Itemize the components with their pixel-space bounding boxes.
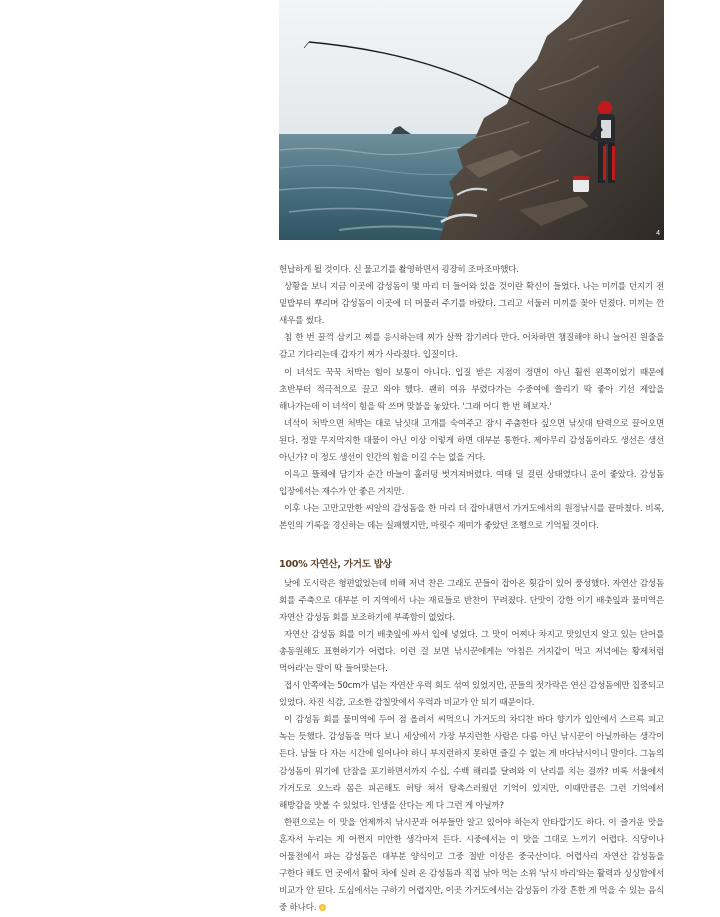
bait-bucket [573, 176, 589, 192]
paragraph: 자연산 감성돔 회를 이기 배춧잎에 싸서 입에 넣었다. 그 맛이 어찌나 차지고 맛있던지 알고 있는 단어를 총동원해도 표현하기가 어렵다. 이런 걸 보면 낚시꾼에게는 '아침은 거지같이 먹고 저녁에는 황제처럼 먹어라'는 말이 딱 들어맞는다. [279, 629, 664, 674]
angler-on-rocks-photo [279, 0, 664, 240]
paragraph: 이 감성돔 회를 물미역에 두어 점 올려서 씨먹으니 가거도의 차디찬 바다 향기가 입안에서 스르륵 피고 녹는 듯했다. 감성돔을 먹다 보니 세상에서 가장 부지런한 사람은 다름 아닌 낚시꾼이 아닐까하는 생각이 든다. 남들 다 자는 시간에 일어나야 하니 부지런하지 못하면 즐길 수 없는 게 바다낚시이니 말이다. 그놈의 감성돔이 뭐기에 단잠을 포기하면서까지 수십, 수백 해리를 달려와 이 난리를 치는 걸까? 비록 서울에서 가거도로 오느라 몸은 피곤해도 허탕 쳐서 탕촉스러웠던 기억이 있지만, 이때만큼은 그런 기억에서 해방감을 맛볼 수 있었다. 인생을 산다는 게 다 그런 게 아닐까? [279, 715, 664, 811]
photo-illustration [279, 0, 664, 240]
last-paragraph [279, 815, 664, 917]
paragraph: 이후 나는 고만고만한 씨알의 감성돔을 한 마리 더 잡아내면서 가거도에서의 원정낚시를 끝마쳤다. 비록, 본인의 기록을 경신하는 데는 실패했지만, 마릿수 재미가 좋았던 조행으로 기억될 것이다. [279, 504, 664, 532]
paragraph: 헌납하게 될 것이다. 신 물고기를 촬영하면서 굉장히 조마조마했다. [279, 265, 519, 275]
end-mark-icon [319, 904, 326, 911]
paragraph: 상황을 보니 지금 이곳에 감성돔이 몇 마리 더 들어와 있을 것이란 확신이 들었다. 나는 미끼를 던지기 전 밑밥부터 뿌리며 감성돔이 이곳에 더 머물러 주기를 바랐다. 그리고 서둘러 미끼를 꽂아 던졌다. 미끼는 깐 새우를 썼다. [279, 282, 664, 327]
paragraph: 녀석이 처박으면 처박는 대로 낚싯대 고개를 숙여주고 잠시 주춤한다 싶으면 낚싯대 탄력으로 끌어오면 된다. 정말 무지막지한 대물이 아닌 이상 이렇게 하면 대부분 통한다. 제아무리 감성돔이라도 생선은 생선 아닌가? 이 정도 생선이 인간의 힘을 이길 수는 없을 거다. [279, 418, 664, 464]
paragraph: 침 한 번 꿀꺽 삼키고 찌를 응시하는데 찌가 살짝 잠기려다 만다. 어차하면 챔질해야 하니 늘어진 원줄을 감고 기다리는데 갑자기 찌가 사라졌다. 입질이다. [279, 333, 664, 361]
paragraph: 이 녀석도 꾹꾹 처박는 힘이 보통이 아니다. 입질 받은 지점이 정면이 아닌 훨씬 왼쪽이었기 때문에 초반부터 적극적으로 끌고 와야 했다. 괜히 여유 부렸다가는 수중여에 쓸리기 딱 좋아 기선 제압을 해나가는데 이 녀석이 힘을 딱 쓰며 맞불을 놓았다. '그래 어디 한 번 해보자.' [279, 367, 664, 412]
paragraph: 낮에 도시락은 형편없었는데 비해 저녁 찬은 그래도 꾼들이 잡아온 횟감이 있어 풍성했다. 자연산 감성돔 회를 주축으로 대부분 이 지역에서 나는 재료들로 반찬이 꾸려졌다. 단맛이 강한 이기 배춧잎과 물미역은 자연산 감성돔 회를 보조하기에 부족함이 없었다. [279, 578, 664, 623]
paragraph-text: 한편으로는 이 맛을 언제까지 낚시꾼과 어부들만 알고 있어야 하는지 안타깝기도 하다. 이 즐거운 맛을 혼자서 누리는 게 어쩐지 미안한 생각마저 든다. 시중에서는 이 맛을 그대로 느끼기 어렵다. 식당이나 어물전에서 파는 감성돔은 대부분 양식이고 그중 절반 이상은 중국산이다. 어렵사리 자연산 감성돔을 구한다 해도 먼 곳에서 활어 차에 실려 온 감성돔과 직접 낚아 먹는 소위 '낚시 바리'와는 활력과 싱싱함에서 비교가 안 된다. 도심에서는 구하기 어렵지만, 이곳 가거도에서는 감성돔이 가장 흔한 게 먹을 수 있는 음식 중 하나다. [279, 817, 664, 914]
photo-number: 4 [656, 230, 660, 237]
paragraph: 이윽고 뜰채에 담기자 순간 바늘이 훌러덩 벗겨져버렸다. 여태 덜 걸린 상태였다니 운이 좋았다. 감성돔 입장에서는 재수가 안 좋은 거지만. [279, 470, 664, 498]
paragraph: 접시 안쪽에는 50cm가 넘는 자연산 우럭 회도 섞여 있었지만, 꾼들의 젓가락은 연신 감성돔에만 집중되고 있었다. 차진 식감, 고소한 감칠맛에서 우럭과 비교가 안 되기 때문이다. [279, 681, 664, 709]
section-title: 100% 자연산, 가거도 밥상 [279, 558, 392, 570]
article-body [279, 262, 664, 917]
